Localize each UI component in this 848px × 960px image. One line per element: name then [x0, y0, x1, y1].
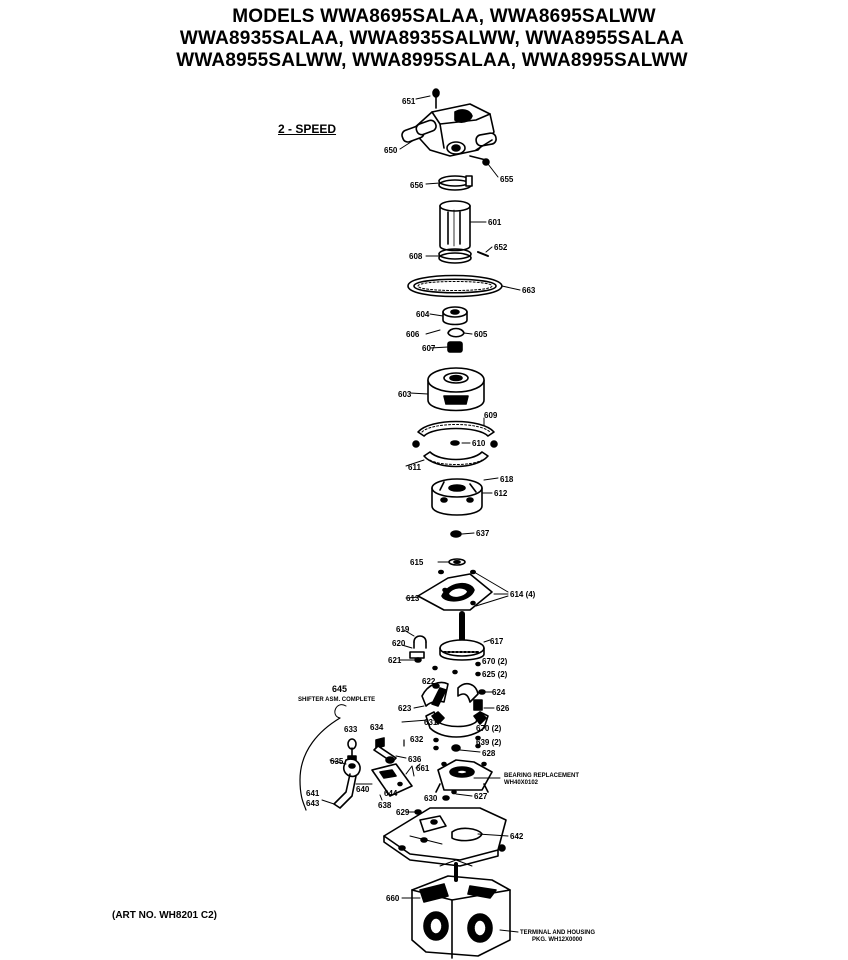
callout-642: 642 — [510, 832, 524, 841]
callout-615: 615 — [410, 558, 424, 567]
clamp-part — [426, 176, 472, 190]
callout-625: 625 (2) — [482, 670, 508, 679]
callout-644: 644 — [384, 789, 398, 798]
callout-670-lower: 670 (2) — [476, 724, 502, 733]
callout-604: 604 — [416, 310, 430, 319]
callout-631: 631 — [424, 718, 438, 727]
art-number: (ART NO. WH8201 C2) — [112, 910, 218, 921]
bearing-label-2: WH40X0102 — [504, 780, 539, 786]
callout-660: 660 — [386, 894, 400, 903]
terminal-label-2: PKG. WH12X0000 — [532, 937, 583, 943]
shifter-fork — [414, 683, 494, 711]
callout-618: 618 — [500, 475, 514, 484]
callout-643: 643 — [306, 799, 320, 808]
shifter-number: 645 — [332, 684, 348, 694]
callout-labels — [306, 97, 536, 903]
callout-619: 619 — [396, 625, 410, 634]
callout-629: 629 — [396, 808, 410, 817]
callout-603: 603 — [398, 390, 412, 399]
washer-637 — [451, 531, 474, 537]
callout-638: 638 — [378, 801, 392, 810]
callout-622: 622 — [422, 677, 436, 686]
callout-640: 640 — [356, 785, 370, 794]
callout-630: 630 — [424, 794, 438, 803]
callout-620: 620 — [392, 639, 406, 648]
callout-607: 607 — [422, 344, 436, 353]
callout-627: 627 — [474, 792, 488, 801]
belt-part — [408, 276, 520, 297]
callout-606: 606 — [406, 330, 420, 339]
callout-637: 637 — [476, 529, 490, 538]
callout-623: 623 — [398, 704, 412, 713]
callout-613: 613 — [406, 594, 420, 603]
terminal-label-1: TERMINAL AND HOUSING — [520, 930, 595, 936]
callout-651: 651 — [402, 97, 416, 106]
callout-652: 652 — [494, 243, 508, 252]
clutch-drum — [410, 368, 484, 411]
callout-621: 621 — [388, 656, 402, 665]
callout-663: 663 — [522, 286, 536, 295]
models-title-line-2: WWA8935SALAA, WWA8935SALWW, WWA8955SALAA — [179, 28, 685, 49]
speed-label: 2 - SPEED — [278, 122, 337, 136]
callout-609: 609 — [484, 411, 498, 420]
callout-628: 628 — [482, 749, 496, 758]
gear-shaft — [400, 614, 490, 676]
coupling-part — [440, 201, 486, 251]
callout-650: 650 — [384, 146, 398, 155]
callout-612: 612 — [494, 489, 508, 498]
callout-610: 610 — [472, 439, 486, 448]
callout-614: 614 (4) — [510, 590, 536, 599]
callout-624: 624 — [492, 688, 506, 697]
lower-clamp-part — [426, 247, 492, 263]
callout-626: 626 — [496, 704, 510, 713]
callout-634: 634 — [370, 723, 384, 732]
models-title-line-1: MODELS WWA8695SALAA, WWA8695SALWW — [232, 6, 656, 27]
callout-661: 661 — [416, 764, 430, 773]
bearing-label-1: BEARING REPLACEMENT — [504, 773, 580, 779]
callout-656: 656 — [410, 181, 424, 190]
callout-655: 655 — [500, 175, 514, 184]
callout-670: 670 (2) — [482, 657, 508, 666]
clutch-hub — [432, 478, 498, 515]
callout-605: 605 — [474, 330, 488, 339]
callout-635: 635 — [330, 757, 344, 766]
callout-633: 633 — [344, 725, 358, 734]
callout-632: 632 — [410, 735, 424, 744]
callout-641: 641 — [306, 789, 320, 798]
callout-639: 639 (2) — [476, 738, 502, 747]
callout-611: 611 — [408, 463, 421, 472]
callout-601: 601 — [488, 218, 502, 227]
shifter-label: SHIFTER ASM. COMPLETE — [298, 697, 376, 703]
callout-608: 608 — [409, 252, 423, 261]
callout-617: 617 — [490, 637, 504, 646]
models-title-line-3: WWA8955SALWW, WWA8995SALAA, WWA8995SALWW — [176, 50, 688, 71]
callout-636: 636 — [408, 755, 422, 764]
transmission-housing — [402, 860, 518, 958]
